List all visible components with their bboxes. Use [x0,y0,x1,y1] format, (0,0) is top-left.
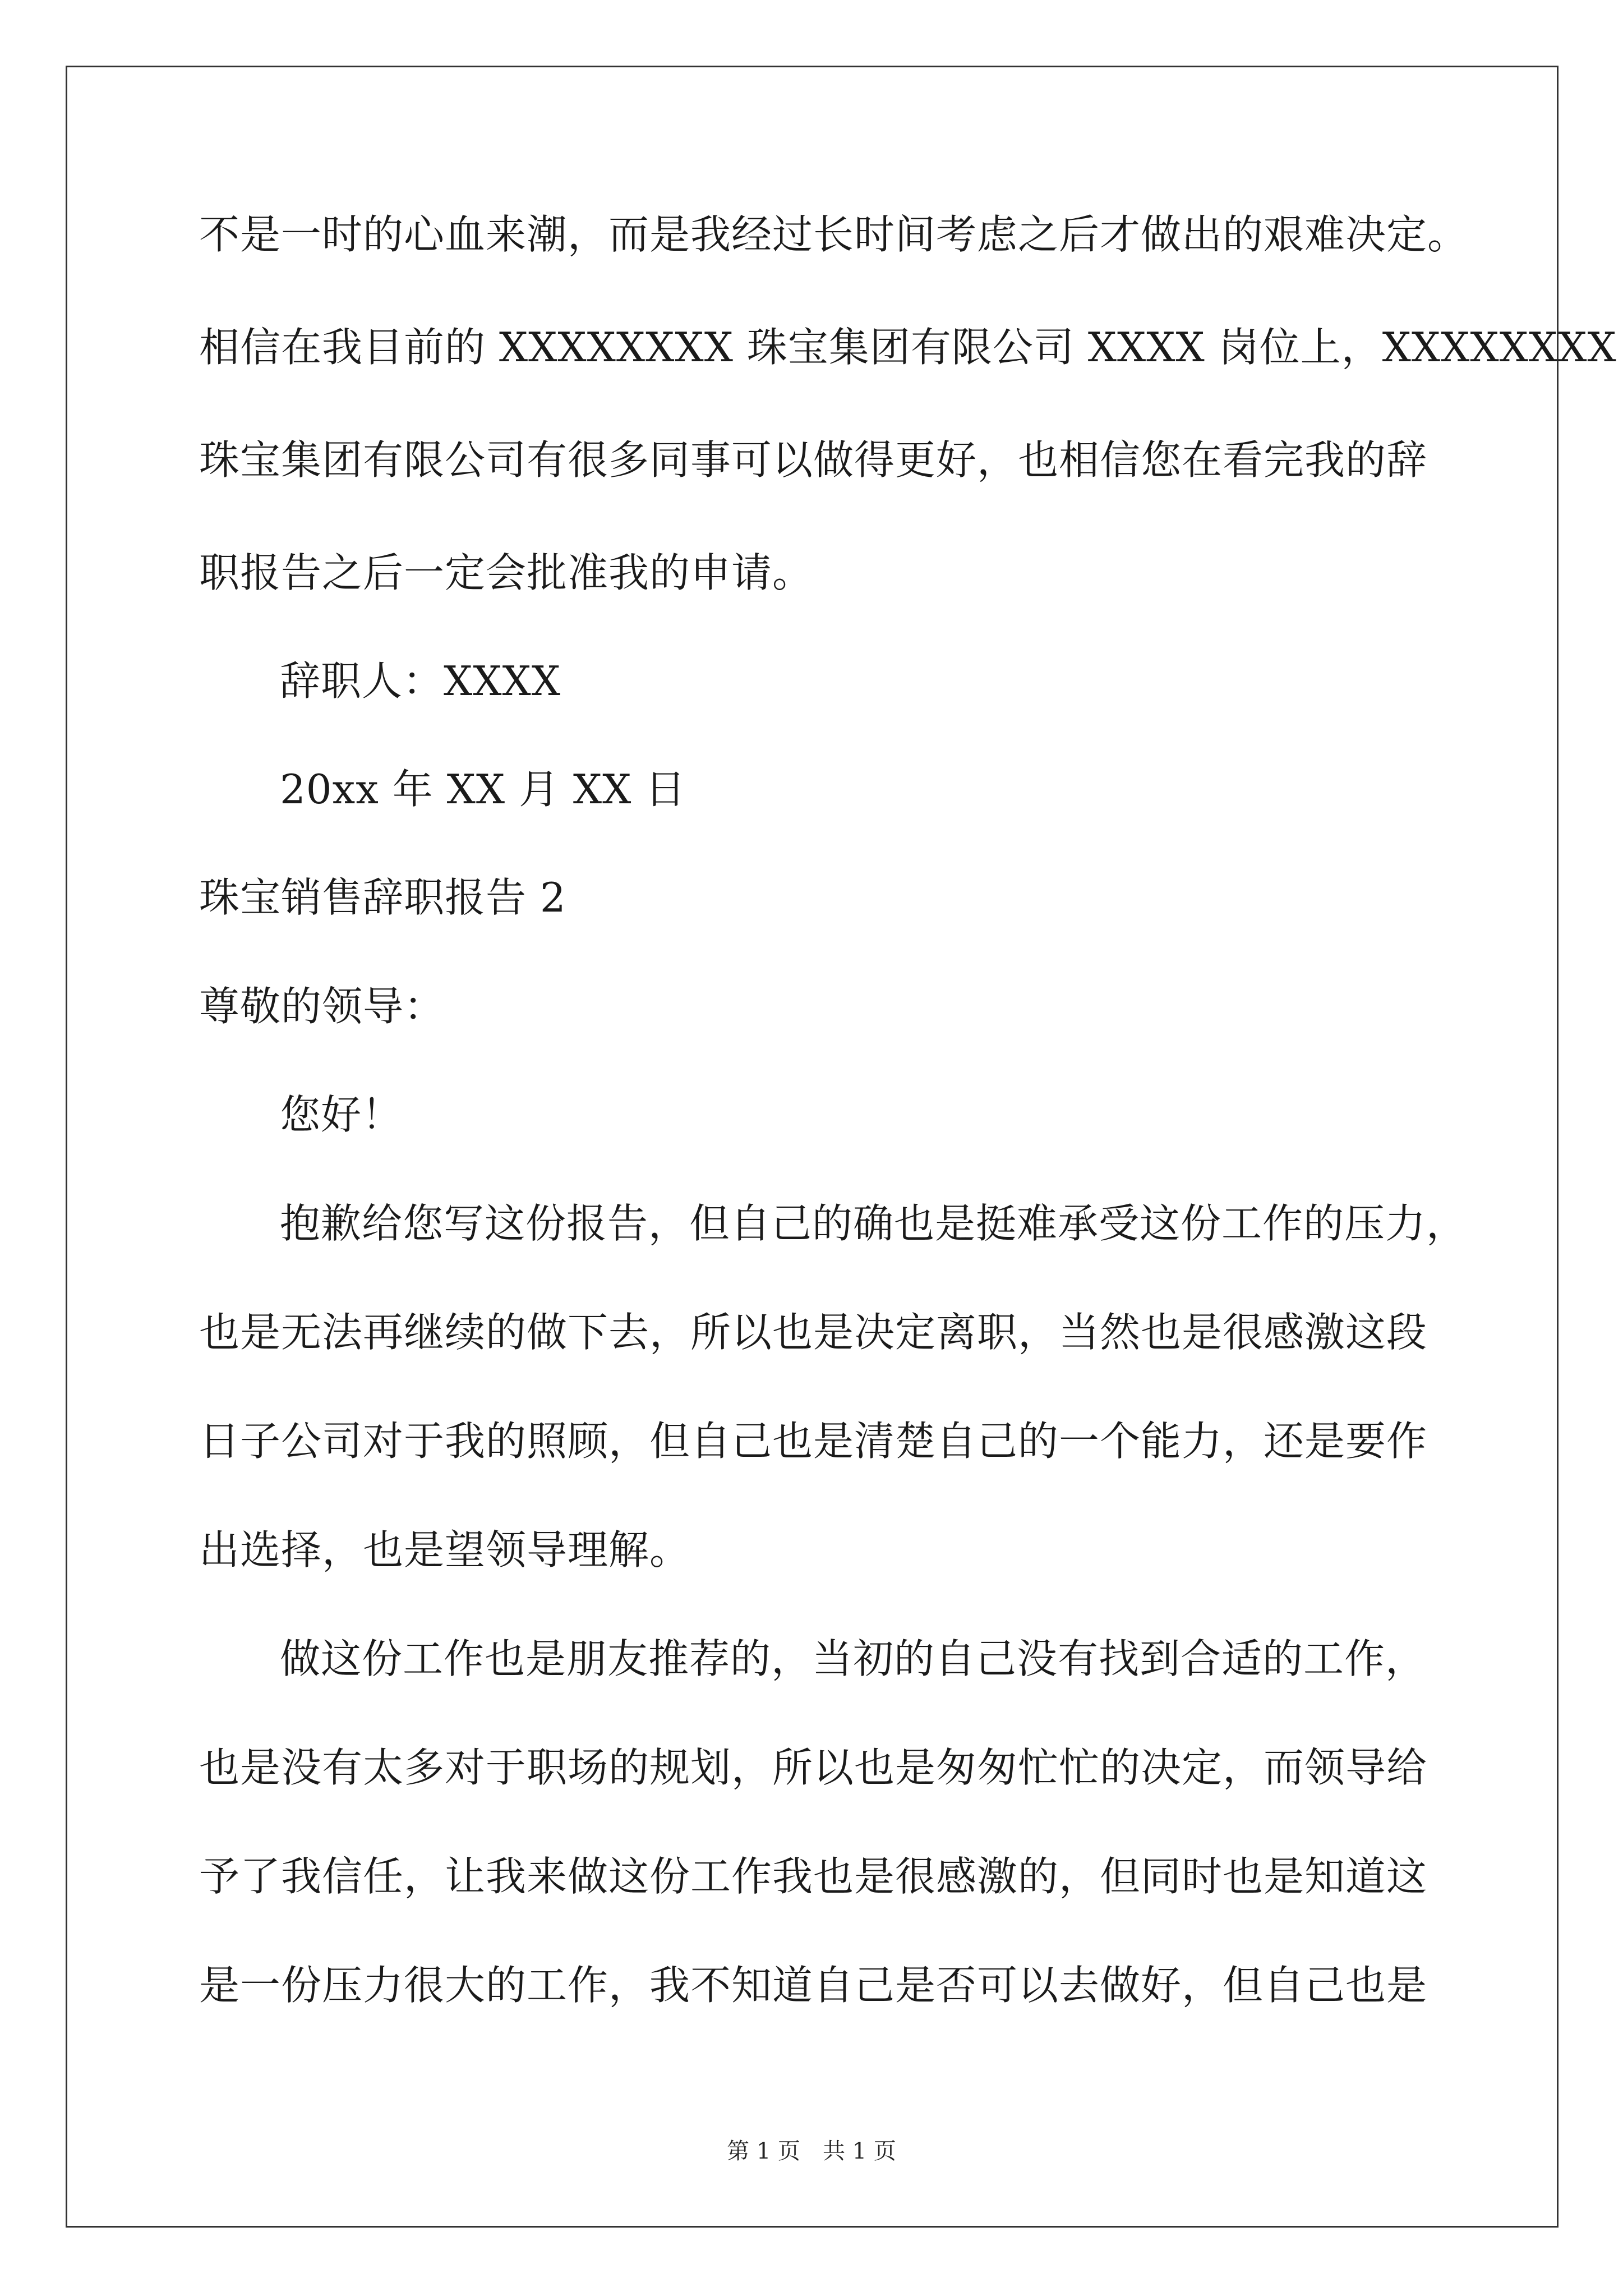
body-line: 相信在我目前的 XXXXXXXX 珠宝集团有限公司 XXXX 岗位上，XXXXXXXX [199,324,1617,371]
signature-line: 辞职人：XXXX [280,657,561,705]
page-number: 第 1 页 [727,2138,800,2164]
page-count: 共 1 页 [823,2138,896,2164]
section-title: 珠宝销售辞职报告 2 [199,874,566,921]
page-border [66,66,1559,2228]
body-line: 抱歉给您写这份报告，但自己的确也是挺难承受这份工作的压力， [280,1200,1468,1247]
body-line: 不是一时的心血来潮，而是我经过长时间考虑之后才做出的艰难决定。 [199,211,1469,258]
body-line: 也是没有太多对于职场的规划，所以也是匆匆忙忙的决定，而领导给 [199,1744,1428,1791]
page-footer [0,2133,1623,2165]
salutation: 尊敬的领导： [199,983,445,1030]
greeting: 您好！ [280,1091,403,1138]
body-line: 是一份压力很大的工作，我不知道自己是否可以去做好，但自己也是 [199,1962,1428,2009]
date-line: 20xx 年 XX 月 XX 日 [280,766,686,813]
body-line: 做这份工作也是朋友推荐的，当初的自己没有找到合适的工作， [280,1635,1427,1682]
body-line: 予了我信任，让我来做这份工作我也是很感激的，但同时也是知道这 [199,1853,1428,1900]
body-line: 职报告之后一定会批准我的申请。 [199,549,814,596]
body-line: 也是无法再继续的做下去，所以也是决定离职，当然也是很感激这段 [199,1309,1428,1356]
body-line: 日子公司对于我的照顾，但自己也是清楚自己的一个能力，还是要作 [199,1418,1428,1465]
body-line: 珠宝集团有限公司有很多同事可以做得更好，也相信您在看完我的辞 [199,436,1428,484]
body-line: 出选择，也是望领导理解。 [199,1526,691,1573]
